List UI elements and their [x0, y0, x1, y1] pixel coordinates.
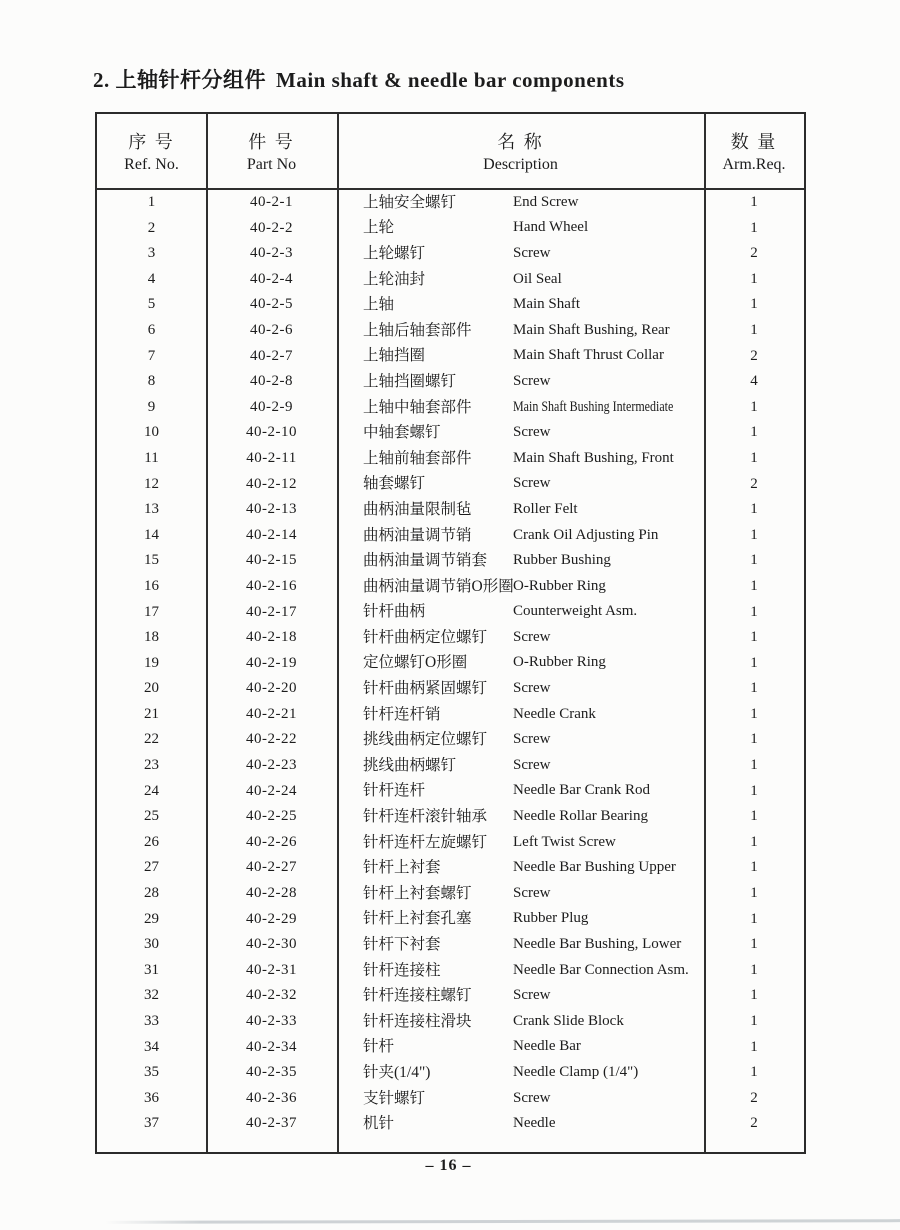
table-row — [97, 702, 804, 728]
part-no-cell: 40-2-4 — [250, 270, 293, 287]
description-en-cell: Needle Bar Bushing, Lower — [513, 936, 682, 953]
table-row — [97, 625, 804, 651]
description-en-cell: Screw — [513, 475, 551, 492]
header-part-no — [206, 114, 337, 188]
description-en-cell: Roller Felt — [513, 501, 578, 518]
qty-cell: 1 — [750, 296, 758, 313]
description-en-cell: Screw — [513, 1089, 551, 1106]
ref-no-cell: 19 — [144, 654, 159, 671]
qty-cell: 1 — [750, 1013, 758, 1029]
ref-no-cell: 32 — [144, 987, 159, 1004]
table-row — [97, 497, 804, 523]
header-description-en: Description — [483, 156, 558, 173]
description-en-cell: Main Shaft Bushing, Front — [513, 449, 674, 466]
part-no-cell: 40-2-11 — [246, 449, 297, 466]
ref-no-cell: 24 — [144, 782, 159, 799]
description-en-cell: Crank Oil Adjusting Pin — [513, 526, 659, 543]
description-en-cell: End Screw — [513, 194, 579, 210]
qty-cell: 1 — [750, 731, 758, 748]
table-row — [97, 907, 804, 933]
description-cn-cell: 机针 — [363, 1115, 395, 1133]
description-en-cell: Main Shaft Bushing Intermediate — [513, 398, 674, 415]
table-row — [97, 651, 804, 677]
header-qty-en: Arm.Req. — [722, 156, 786, 173]
description-cn-cell: 针杆曲柄 — [363, 603, 426, 621]
description-cn-cell: 上轴挡圈螺钉 — [363, 373, 457, 391]
qty-cell: 1 — [750, 629, 758, 646]
header-description — [337, 114, 704, 188]
qty-cell: 1 — [750, 1038, 758, 1055]
ref-no-cell: 34 — [144, 1038, 159, 1055]
description-en-cell: O-Rubber Ring — [513, 654, 606, 671]
description-cn-cell: 曲柄油量调节销O形圈 — [363, 577, 514, 595]
description-en-cell: Counterweight Asm. — [513, 603, 638, 620]
qty-cell: 1 — [750, 680, 758, 697]
description-cn-cell: 针杆连接柱螺钉 — [363, 987, 472, 1005]
qty-cell: 1 — [750, 321, 758, 338]
table-row — [97, 369, 804, 395]
table-row — [97, 241, 804, 267]
qty-cell: 1 — [750, 782, 758, 799]
table-row — [97, 190, 804, 216]
qty-cell: 1 — [750, 194, 758, 210]
table-row — [97, 523, 804, 549]
table-row — [97, 804, 804, 830]
table-row — [97, 446, 804, 472]
header-description-cn: 名 称 — [497, 132, 544, 152]
description-en-cell: Oil Seal — [513, 270, 562, 287]
description-cn-cell: 针杆曲柄紧固螺钉 — [363, 680, 488, 698]
description-en-cell: Main Shaft Bushing, Rear — [513, 321, 670, 338]
header-ref-no — [97, 114, 206, 188]
qty-cell: 1 — [750, 603, 758, 620]
part-no-cell: 40-2-19 — [246, 654, 297, 671]
ref-no-cell: 15 — [144, 552, 159, 569]
part-no-cell: 40-2-23 — [246, 757, 297, 774]
description-cn-cell: 中轴套螺钉 — [363, 424, 441, 442]
description-en-cell: Rubber Plug — [513, 910, 589, 927]
table-body — [97, 190, 804, 1152]
qty-cell: 1 — [750, 577, 758, 594]
ref-no-cell: 14 — [144, 526, 159, 543]
description-cn-cell: 上轮油封 — [363, 270, 426, 288]
description-cn-cell: 曲柄油量限制毡 — [363, 501, 472, 519]
part-no-cell: 40-2-9 — [250, 398, 293, 415]
qty-cell: 1 — [750, 936, 758, 953]
description-cn-cell: 上轮螺钉 — [363, 245, 426, 263]
qty-cell: 1 — [750, 808, 758, 825]
description-cn-cell: 针杆连接柱 — [363, 961, 441, 979]
part-no-cell: 40-2-2 — [250, 219, 293, 236]
part-no-cell: 40-2-31 — [246, 961, 297, 978]
description-en-cell: Screw — [513, 245, 551, 262]
table-row — [97, 779, 804, 805]
part-no-cell: 40-2-22 — [246, 731, 297, 748]
qty-cell: 1 — [750, 910, 758, 927]
ref-no-cell: 27 — [144, 859, 159, 876]
table-row — [97, 1035, 804, 1061]
table-row — [97, 318, 804, 344]
part-no-cell: 40-2-13 — [246, 501, 297, 518]
table-row — [97, 830, 804, 856]
table-row — [97, 395, 804, 421]
qty-cell: 1 — [750, 859, 758, 876]
description-cn-cell: 针杆连杆滚针轴承 — [363, 808, 488, 826]
part-no-cell: 40-2-15 — [246, 552, 297, 569]
qty-cell: 1 — [750, 833, 758, 850]
qty-cell: 1 — [750, 270, 758, 287]
description-cn-cell: 针杆连杆 — [363, 782, 426, 800]
qty-cell: 1 — [750, 526, 758, 543]
description-en-cell: Rubber Bushing — [513, 552, 611, 569]
part-no-cell: 40-2-14 — [246, 526, 297, 543]
ref-no-cell: 1 — [147, 194, 156, 210]
table-row — [97, 983, 804, 1009]
description-cn-cell: 针杆下衬套 — [363, 936, 441, 954]
description-en-cell: Screw — [513, 424, 551, 441]
qty-cell: 1 — [750, 885, 758, 902]
description-cn-cell: 针杆上衬套 — [363, 859, 441, 877]
description-cn-cell: 针杆上衬套螺钉 — [363, 885, 472, 903]
header-qty — [704, 114, 804, 188]
qty-cell: 1 — [750, 757, 758, 774]
part-no-cell: 40-2-1 — [250, 194, 293, 210]
description-en-cell: Main Shaft Thrust Collar — [513, 347, 664, 364]
description-cn-cell: 上轴安全螺钉 — [363, 194, 457, 211]
part-no-cell: 40-2-7 — [250, 347, 293, 364]
part-no-cell: 40-2-26 — [246, 833, 297, 850]
part-no-cell: 40-2-34 — [246, 1038, 297, 1055]
description-en-cell: Crank Slide Block — [513, 1013, 624, 1029]
description-en-cell: Hand Wheel — [513, 219, 589, 236]
table-row — [97, 472, 804, 498]
table-row — [97, 344, 804, 370]
table-row — [97, 548, 804, 574]
description-cn-cell: 上轴后轴套部件 — [363, 321, 472, 339]
description-cn-cell: 轴套螺钉 — [363, 475, 426, 493]
ref-no-cell: 29 — [144, 910, 159, 927]
qty-cell: 1 — [750, 398, 758, 415]
part-no-cell: 40-2-21 — [246, 705, 297, 722]
description-en-cell: O-Rubber Ring — [513, 577, 606, 594]
qty-cell: 1 — [750, 705, 758, 722]
part-no-cell: 40-2-8 — [250, 373, 293, 390]
table-row — [97, 855, 804, 881]
table-row — [97, 958, 804, 984]
qty-cell: 1 — [750, 552, 758, 569]
qty-cell: 2 — [750, 245, 758, 262]
description-cn-cell: 上轴 — [363, 296, 395, 314]
table-row — [97, 1009, 804, 1035]
qty-cell: 1 — [750, 654, 758, 671]
qty-cell: 4 — [750, 373, 758, 390]
qty-cell: 2 — [750, 1089, 758, 1106]
description-en-cell: Screw — [513, 373, 551, 390]
description-cn-cell: 上轴挡圈 — [363, 347, 426, 365]
header-part-no-en: Part No — [246, 156, 297, 173]
ref-no-cell: 31 — [144, 961, 159, 978]
description-cn-cell: 针杆连接柱滑块 — [363, 1013, 472, 1030]
description-cn-cell: 针夹(1/4") — [363, 1064, 431, 1082]
page-title-chinese: 2. 上轴针杆分组件 — [93, 68, 266, 92]
description-en-cell: Screw — [513, 757, 551, 774]
ref-no-cell: 35 — [144, 1064, 159, 1081]
part-no-cell: 40-2-30 — [246, 936, 297, 953]
ref-no-cell: 7 — [147, 347, 156, 364]
description-cn-cell: 挑线曲柄定位螺钉 — [363, 731, 488, 749]
description-en-cell: Left Twist Screw — [513, 833, 616, 850]
part-no-cell: 40-2-3 — [250, 245, 293, 262]
description-en-cell: Needle Bar Bushing Upper — [513, 859, 676, 876]
header-ref-no-cn: 序 号 — [128, 132, 175, 152]
description-cn-cell: 上轴中轴套部件 — [363, 398, 472, 416]
part-no-cell: 40-2-37 — [246, 1115, 297, 1132]
description-en-cell: Needle Clamp (1/4") — [513, 1064, 639, 1081]
table-row — [97, 1111, 804, 1137]
description-en-cell: Screw — [513, 680, 551, 697]
part-no-cell: 40-2-16 — [246, 577, 297, 594]
qty-cell: 2 — [750, 347, 758, 364]
ref-no-cell: 2 — [147, 219, 156, 236]
header-part-no-cn: 件 号 — [248, 132, 295, 152]
description-en-cell: Needle Bar Connection Asm. — [513, 961, 689, 978]
description-en-cell: Screw — [513, 629, 551, 646]
table-row — [97, 420, 804, 446]
table-row — [97, 292, 804, 318]
ref-no-cell: 28 — [144, 885, 159, 902]
ref-no-cell: 22 — [144, 731, 159, 748]
part-no-cell: 40-2-35 — [246, 1064, 297, 1081]
description-cn-cell: 针杆上衬套孔塞 — [363, 910, 472, 928]
qty-cell: 1 — [750, 1064, 758, 1081]
ref-no-cell: 36 — [144, 1089, 159, 1106]
description-cn-cell: 针杆连杆左旋螺钉 — [363, 833, 488, 851]
description-en-cell: Needle Bar — [513, 1038, 581, 1055]
ref-no-cell: 33 — [144, 1013, 159, 1029]
description-en-cell: Needle — [513, 1115, 556, 1132]
part-no-cell: 40-2-28 — [246, 885, 297, 902]
ref-no-cell: 9 — [147, 398, 156, 415]
ref-no-cell: 37 — [144, 1115, 159, 1132]
description-en-cell: Screw — [513, 885, 551, 902]
page-edge-shadow — [105, 1219, 900, 1224]
part-no-cell: 40-2-25 — [246, 808, 297, 825]
table-row — [97, 727, 804, 753]
ref-no-cell: 25 — [144, 808, 159, 825]
table-row — [97, 932, 804, 958]
part-no-cell: 40-2-29 — [246, 910, 297, 927]
table-row — [97, 574, 804, 600]
description-cn-cell: 针杆 — [363, 1038, 395, 1056]
table-row — [97, 600, 804, 626]
part-no-cell: 40-2-24 — [246, 782, 297, 799]
description-en-cell: Needle Rollar Bearing — [513, 808, 648, 825]
table-row — [97, 881, 804, 907]
ref-no-cell: 6 — [147, 321, 156, 338]
part-no-cell: 40-2-32 — [246, 987, 297, 1004]
part-no-cell: 40-2-36 — [246, 1089, 297, 1106]
part-no-cell: 40-2-6 — [250, 321, 293, 338]
page-title — [93, 64, 625, 94]
qty-cell: 2 — [750, 1115, 758, 1132]
part-no-cell: 40-2-33 — [246, 1013, 297, 1029]
ref-no-cell: 4 — [147, 270, 156, 287]
qty-cell: 1 — [750, 987, 758, 1004]
description-cn-cell: 针杆曲柄定位螺钉 — [363, 629, 488, 647]
ref-no-cell: 18 — [144, 629, 159, 646]
part-no-cell: 40-2-18 — [246, 629, 297, 646]
ref-no-cell: 13 — [144, 501, 159, 518]
description-en-cell: Needle Bar Crank Rod — [513, 782, 651, 799]
table-header-row — [97, 114, 804, 188]
table-row — [97, 753, 804, 779]
ref-no-cell: 21 — [144, 705, 159, 722]
part-no-cell: 40-2-20 — [246, 680, 297, 697]
part-no-cell: 40-2-5 — [250, 296, 293, 313]
ref-no-cell: 23 — [144, 757, 159, 774]
description-cn-cell: 针杆连杆销 — [363, 705, 441, 723]
description-en-cell: Screw — [513, 731, 551, 748]
qty-cell: 1 — [750, 424, 758, 441]
table-row — [97, 267, 804, 293]
description-en-cell: Main Shaft — [513, 296, 581, 313]
qty-cell: 1 — [750, 449, 758, 466]
qty-cell: 2 — [750, 475, 758, 492]
part-no-cell: 40-2-10 — [246, 424, 297, 441]
description-cn-cell: 上轮 — [363, 219, 395, 237]
page-number: – 16 – — [425, 1157, 472, 1174]
ref-no-cell: 10 — [144, 424, 159, 441]
ref-no-cell: 11 — [144, 449, 159, 466]
parts-table — [95, 112, 806, 1154]
ref-no-cell: 3 — [147, 245, 156, 262]
ref-no-cell: 30 — [144, 936, 159, 953]
table-row — [97, 216, 804, 242]
header-qty-cn: 数 量 — [730, 132, 778, 152]
ref-no-cell: 16 — [144, 577, 159, 594]
ref-no-cell: 20 — [144, 680, 159, 697]
ref-no-cell: 5 — [147, 296, 156, 313]
description-cn-cell: 定位螺钉O形圈 — [363, 654, 468, 672]
table-row — [97, 1060, 804, 1086]
ref-no-cell: 26 — [144, 833, 159, 850]
table-row — [97, 1086, 804, 1112]
description-cn-cell: 支针螺钉 — [363, 1089, 426, 1107]
description-cn-cell: 曲柄油量调节销套 — [363, 552, 488, 570]
table-row — [97, 676, 804, 702]
description-en-cell: Needle Crank — [513, 705, 596, 722]
description-en-cell: Screw — [513, 987, 551, 1004]
ref-no-cell: 17 — [144, 603, 159, 620]
ref-no-cell: 8 — [147, 373, 156, 390]
page-title-english: Main shaft & needle bar components — [276, 68, 625, 92]
qty-cell: 1 — [750, 219, 758, 236]
description-cn-cell: 曲柄油量调节销 — [363, 526, 472, 544]
description-cn-cell: 上轴前轴套部件 — [363, 449, 472, 467]
part-no-cell: 40-2-17 — [246, 603, 297, 620]
part-no-cell: 40-2-27 — [246, 859, 297, 876]
ref-no-cell: 12 — [144, 475, 159, 492]
header-ref-no-en: Ref. No. — [124, 156, 179, 173]
qty-cell: 1 — [750, 501, 758, 518]
part-no-cell: 40-2-12 — [246, 475, 297, 492]
description-cn-cell: 挑线曲柄螺钉 — [363, 757, 457, 775]
qty-cell: 1 — [750, 961, 758, 978]
